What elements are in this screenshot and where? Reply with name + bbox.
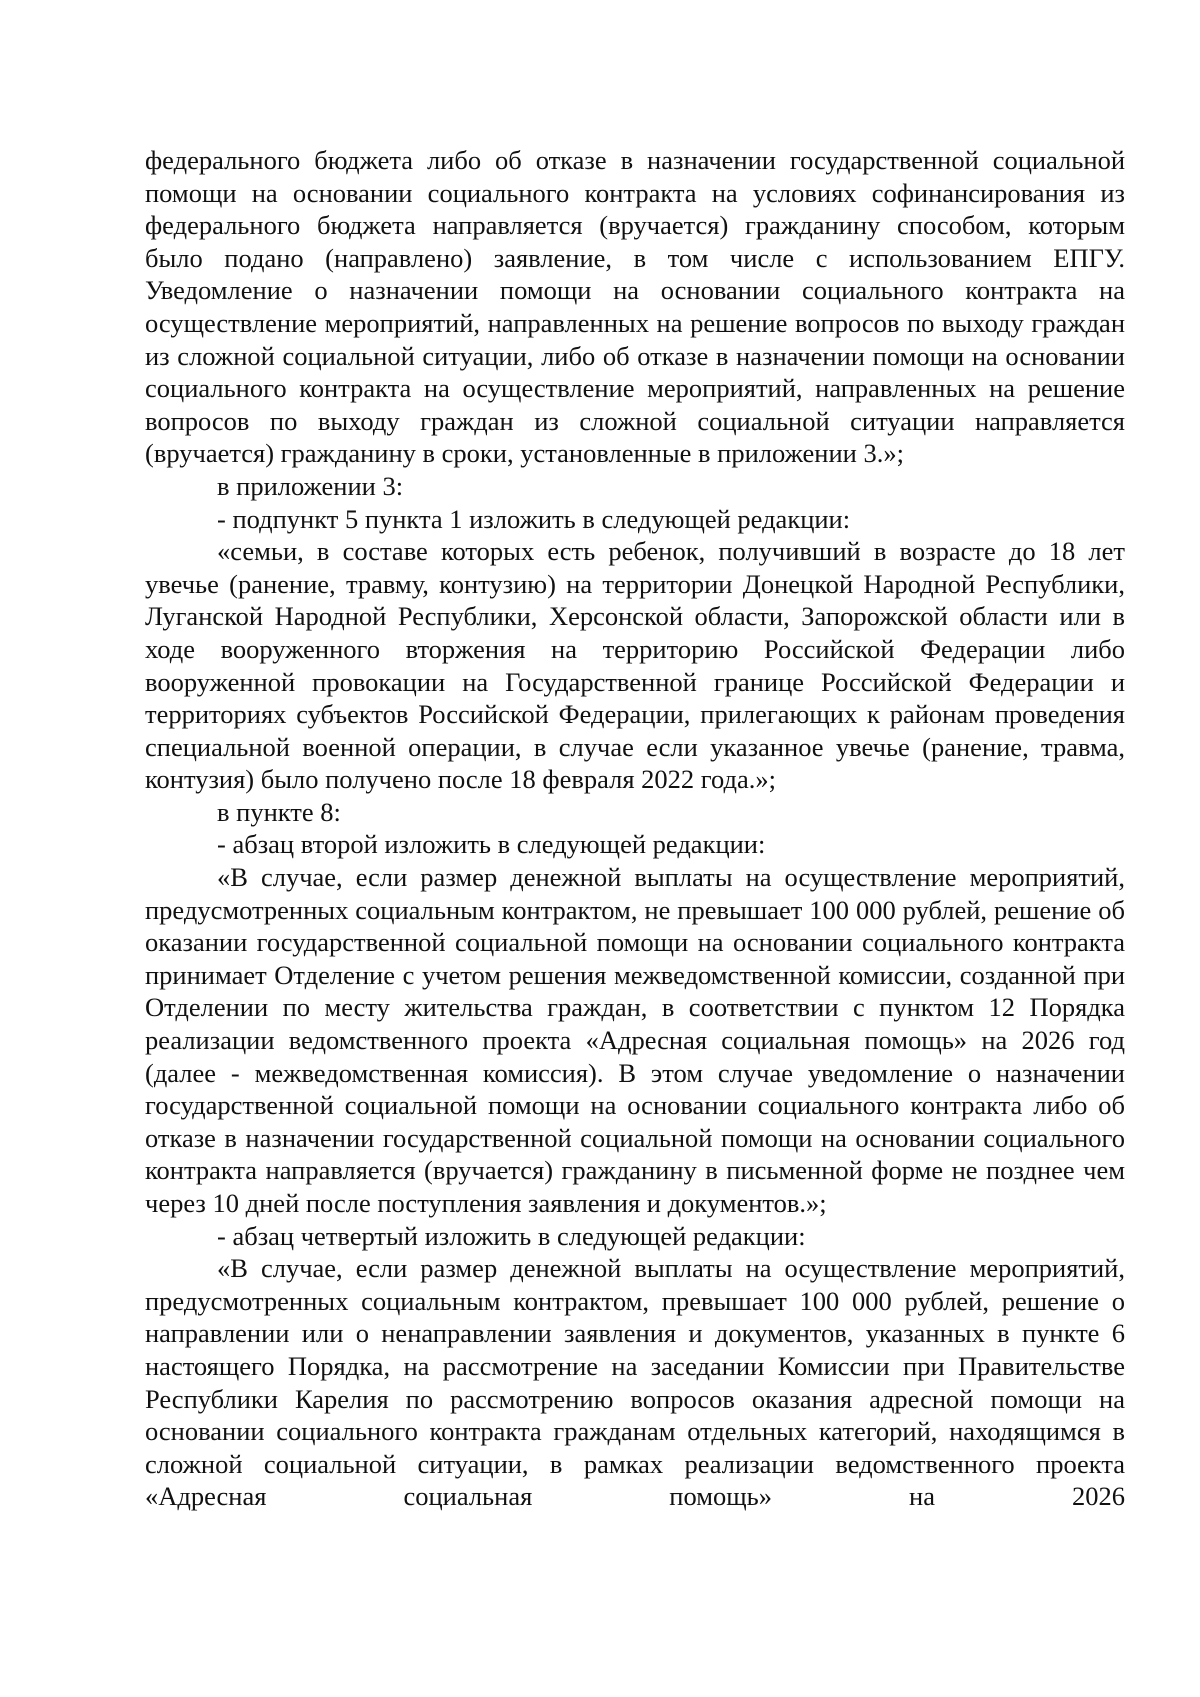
paragraph-continuation-notification: федерального бюджета либо об отказе в назначении государственной социальной помощи на основании социального контракта на условиях софинансирования из федерального бюджета направляется (вручается) гражданину способом, которым было подано (направлено) заявление, в том числе с использованием ЕПГУ. Уведомление о назначении помощи на основании социального контракта на осуществление мероприятий, направленных на решение вопросов по выходу граждан из сложной социальной ситуации, либо об отказе в назначении помощи на основании социального контракта на осуществление мероприятий, направленных на решение вопросов по выходу граждан из сложной социальной ситуации направляется (вручается) гражданину в сроки, установленные в приложении 3.»; xyxy=(145,145,1125,469)
paragraph-second-abzac-instruction: - абзац второй изложить в следующей редакции: xyxy=(217,829,766,860)
paragraph-payment-exceeding-100000: «В случае, если размер денежной выплаты на осуществление мероприятий, предусмотренных социальным контрактом, превышает 100 000 рублей, решение о направлении или о ненаправлении заявления и документов, указанных в пункте 6 настоящего Порядка, на рассмотрение на заседании Комиссии при Правительстве Республики Карелия по рассмотрению вопросов оказания адресной помощи на основании социального контракта гражданам отдельных категорий, находящимся в сложной социальной ситуации, в рамках реализации ведомственного проекта «Адресная социальная помощь» на 2026 xyxy=(145,1253,1125,1512)
paragraph-appendix-3-heading: в приложении 3: xyxy=(217,470,404,501)
paragraph-families-with-injured-child: «семьи, в составе которых есть ребенок, получивший в возрасте до 18 лет увечье (ранение, травму, контузию) на территории Донецкой Народной Республики, Луганской Народной Республики, Херсонской области, Запорожской области или в ходе вооруженного вторжения на территорию Российской Федерации либо вооруженной провокации на Государственной границе Российской Федерации и территориях субъектов Российской Федерации, прилегающих к районам проведения специальной военной операции, в случае если указанное увечье (ранение, травма, контузия) было получено после 18 февраля 2022 года.»; xyxy=(145,536,1125,795)
paragraph-payment-not-exceeding-100000: «В случае, если размер денежной выплаты на осуществление мероприятий, предусмотренных социальным контрактом, не превышает 100 000 рублей, решение об оказании государственной социальной помощи на основании социального контракта принимает Отделение с учетом решения межведомственной комиссии, созданной при Отделении по месту жительства граждан, в соответствии с пунктом 12 Порядка реализации ведомственного проекта «Адресная социальная помощь» на 2026 год (далее - межведомственная комиссия). В этом случае уведомление о назначении государственной социальной помощи на основании социального контракта либо об отказе в назначении государственной социальной помощи на основании социального контракта направляется (вручается) гражданину в письменной форме не позднее чем через 10 дней после поступления заявления и документов.»; xyxy=(145,862,1125,1218)
document-text-body xyxy=(145,144,1125,1513)
paragraph-point-8-heading: в пункте 8: xyxy=(217,796,341,827)
paragraph-fourth-abzac-instruction: - абзац четвертый изложить в следующей редакции: xyxy=(217,1220,806,1251)
paragraph-subpoint-5-instruction: - подпункт 5 пункта 1 изложить в следующей редакции: xyxy=(217,503,851,534)
